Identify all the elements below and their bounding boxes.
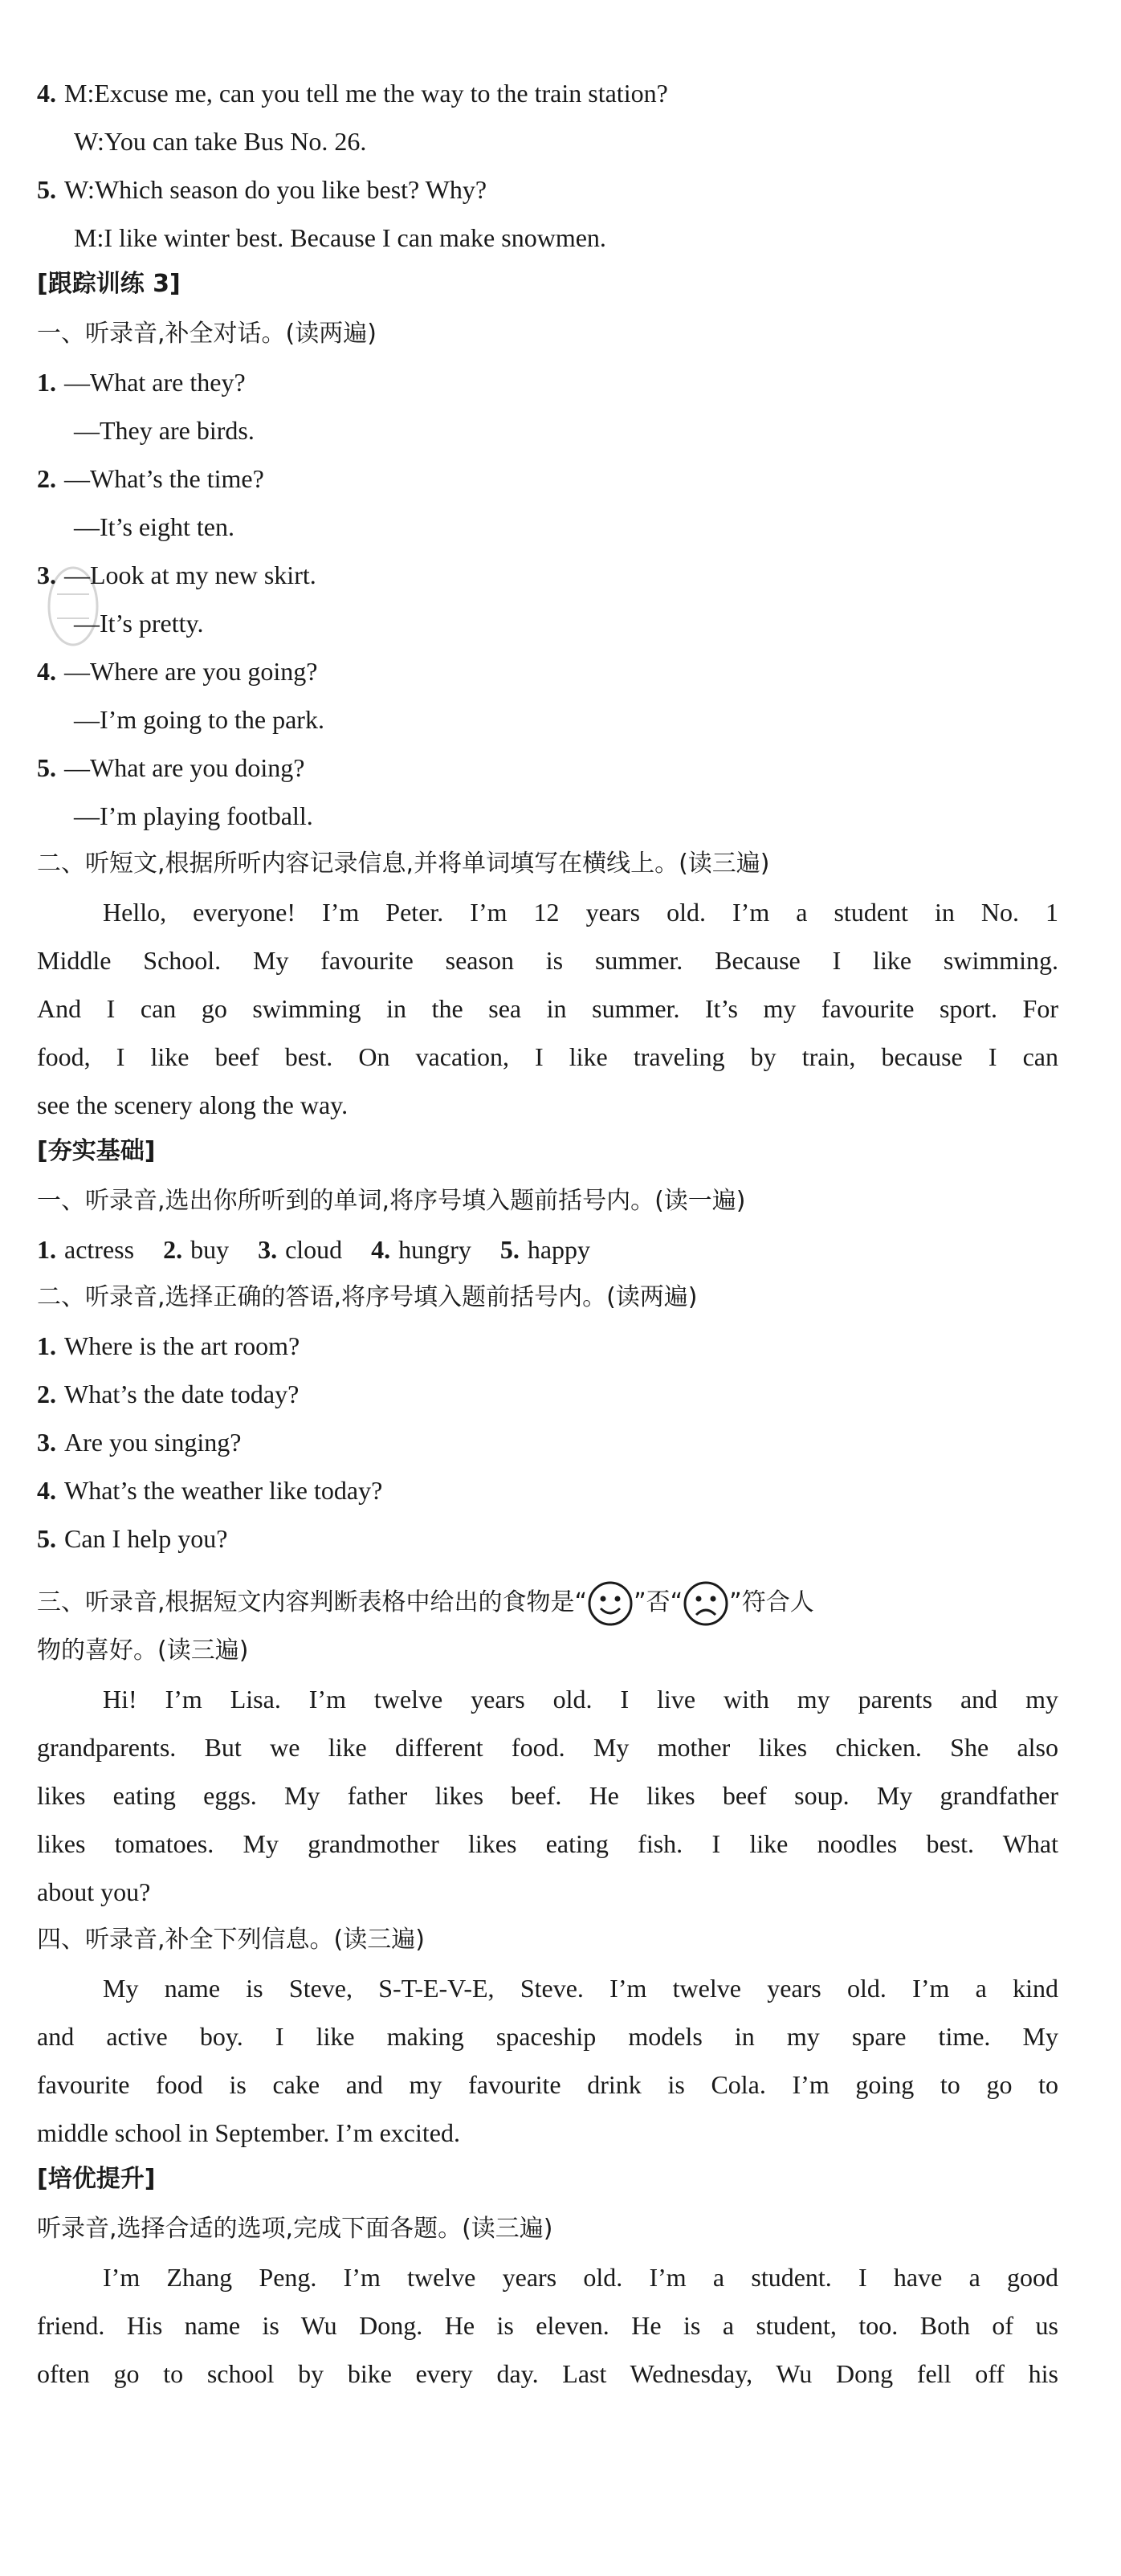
passage-line: food, I like beef best. On vacation, I like traveling by train, because I can bbox=[37, 1042, 1058, 1071]
line-text: —What are you doing? bbox=[64, 753, 305, 782]
line-text: M:Excuse me, can you tell me the way to the train station? bbox=[64, 79, 668, 108]
exercise-instruction: 一、听录音,补全对话。(读两遍) bbox=[37, 320, 377, 348]
item-number: 3. bbox=[37, 1428, 56, 1457]
item-number: 4. bbox=[37, 657, 56, 686]
passage-line: friend. His name is Wu Dong. He is eleven. He is a student, too. Both of us bbox=[37, 2311, 1058, 2340]
line-text: Where is the art room? bbox=[64, 1331, 300, 1360]
item-number: 4. bbox=[37, 1476, 56, 1505]
item-number: 3. bbox=[258, 1235, 278, 1264]
item-number: 1. bbox=[37, 1235, 56, 1264]
section-heading: [培优提升] bbox=[37, 2165, 156, 2193]
answer-line: —It’s pretty. bbox=[74, 609, 204, 638]
exercise-instruction: 四、听录音,补全下列信息。(读三遍) bbox=[37, 1926, 425, 1954]
item-number: 5. bbox=[37, 1524, 56, 1553]
line-text: Can I help you? bbox=[64, 1524, 228, 1553]
line-text: Are you singing? bbox=[64, 1428, 242, 1457]
passage-line: and active boy. I like making spaceship models in my spare time. My bbox=[37, 2022, 1058, 2051]
dialogue-line bbox=[74, 222, 606, 254]
option-word: actress bbox=[64, 1235, 135, 1264]
item-number: 1. bbox=[37, 368, 56, 397]
line-text: —What are they? bbox=[64, 368, 246, 397]
smiley-face-icon bbox=[587, 1580, 634, 1627]
dialogue-line bbox=[74, 125, 366, 157]
passage-line: My name is Steve, S-T-E-V-E, Steve. I’m twelve years old. I’m a kind bbox=[103, 1974, 1058, 2003]
item-number: 5. bbox=[499, 1235, 520, 1264]
option-word: cloud bbox=[285, 1235, 343, 1264]
section-heading: [跟踪训练 3] bbox=[37, 270, 181, 298]
exercise-instruction: 物的喜好。(读三遍) bbox=[37, 1636, 249, 1665]
passage-line: grandparents. But we like different food. My mother likes chicken. She also bbox=[37, 1733, 1058, 1762]
answer-line: —It’s eight ten. bbox=[74, 512, 234, 541]
section-heading: [夯实基础] bbox=[37, 1137, 156, 1165]
instruction-text: ”否“ bbox=[634, 1588, 683, 1616]
question-line bbox=[37, 655, 317, 687]
question-line bbox=[37, 1378, 299, 1410]
instruction-text: ”符合人 bbox=[729, 1588, 814, 1616]
line-text: M:I like winter best. Because I can make snowmen. bbox=[74, 223, 606, 252]
exercise-instruction: 听录音,选择合适的选项,完成下面各题。(读三遍) bbox=[37, 2215, 553, 2243]
question-line bbox=[37, 559, 316, 591]
item-number: 1. bbox=[37, 1331, 56, 1360]
passage-line: Hi! I’m Lisa. I’m twelve years old. I live with my parents and my bbox=[103, 1685, 1058, 1714]
option-word: buy bbox=[190, 1235, 230, 1264]
exercise-instruction: 二、听短文,根据所听内容记录信息,并将单词填写在横线上。(读三遍) bbox=[37, 850, 770, 878]
line-text: —Where are you going? bbox=[64, 657, 318, 686]
question-line bbox=[37, 1426, 241, 1458]
question-line bbox=[37, 1522, 228, 1555]
question-line bbox=[37, 366, 246, 398]
word-options bbox=[37, 1233, 613, 1266]
exercise-instruction: 二、听录音,选择正确的答语,将序号填入题前括号内。(读两遍) bbox=[37, 1283, 698, 1311]
line-text: W:Which season do you like best? Why? bbox=[64, 175, 487, 204]
passage-line: Middle School. My favourite season is summer. Because I like swimming. bbox=[37, 946, 1058, 975]
line-text: —What’s the time? bbox=[64, 464, 264, 493]
question-line bbox=[37, 463, 264, 495]
question-line bbox=[37, 1330, 300, 1362]
passage-line: Hello, everyone! I’m Peter. I’m 12 years old. I’m a student in No. 1 bbox=[103, 898, 1058, 927]
question-line bbox=[37, 752, 304, 784]
passage-line: see the scenery along the way. bbox=[37, 1090, 349, 1119]
passage-line: favourite food is cake and my favourite drink is Cola. I’m going to go to bbox=[37, 2070, 1058, 2099]
dialogue-line bbox=[37, 77, 668, 109]
item-number: 3. bbox=[37, 560, 56, 589]
passage-line: often go to school by bike every day. Last Wednesday, Wu Dong fell off his bbox=[37, 2359, 1058, 2388]
question-line bbox=[37, 1474, 382, 1506]
passage-line: likes eating eggs. My father likes beef. He likes beef soup. My grandfather bbox=[37, 1781, 1058, 1810]
item-number: 4. bbox=[371, 1235, 391, 1264]
line-text: What’s the date today? bbox=[64, 1380, 300, 1408]
exercise-instruction bbox=[37, 1579, 814, 1627]
answer-line: —I’m playing football. bbox=[74, 801, 313, 830]
line-text: W:You can take Bus No. 26. bbox=[74, 127, 367, 156]
answer-line: —I’m going to the park. bbox=[74, 705, 324, 734]
option-word: hungry bbox=[398, 1235, 471, 1264]
exercise-instruction: 一、听录音,选出你所听到的单词,将序号填入题前括号内。(读一遍) bbox=[37, 1187, 746, 1215]
dialogue-line bbox=[37, 173, 487, 206]
line-text: —Look at my new skirt. bbox=[64, 560, 316, 589]
item-number: 2. bbox=[37, 1380, 56, 1408]
item-number: 5. bbox=[37, 175, 56, 204]
item-number: 2. bbox=[163, 1235, 183, 1264]
passage-line: about you? bbox=[37, 1877, 151, 1906]
item-number: 5. bbox=[37, 753, 56, 782]
sad-face-icon bbox=[683, 1580, 729, 1627]
passage-line: middle school in September. I’m excited. bbox=[37, 2118, 460, 2147]
line-text: What’s the weather like today? bbox=[64, 1476, 383, 1505]
item-number: 2. bbox=[37, 464, 56, 493]
answer-line: —They are birds. bbox=[74, 416, 255, 445]
passage-line: I’m Zhang Peng. I’m twelve years old. I’m a student. I have a good bbox=[103, 2263, 1058, 2292]
item-number: 4. bbox=[37, 79, 56, 108]
option-word: happy bbox=[527, 1235, 591, 1264]
passage-line: And I can go swimming in the sea in summer. It’s my favourite sport. For bbox=[37, 994, 1058, 1023]
instruction-text: 三、听录音,根据短文内容判断表格中给出的食物是“ bbox=[37, 1588, 588, 1616]
passage-line: likes tomatoes. My grandmother likes eating fish. I like noodles best. What bbox=[37, 1829, 1058, 1858]
